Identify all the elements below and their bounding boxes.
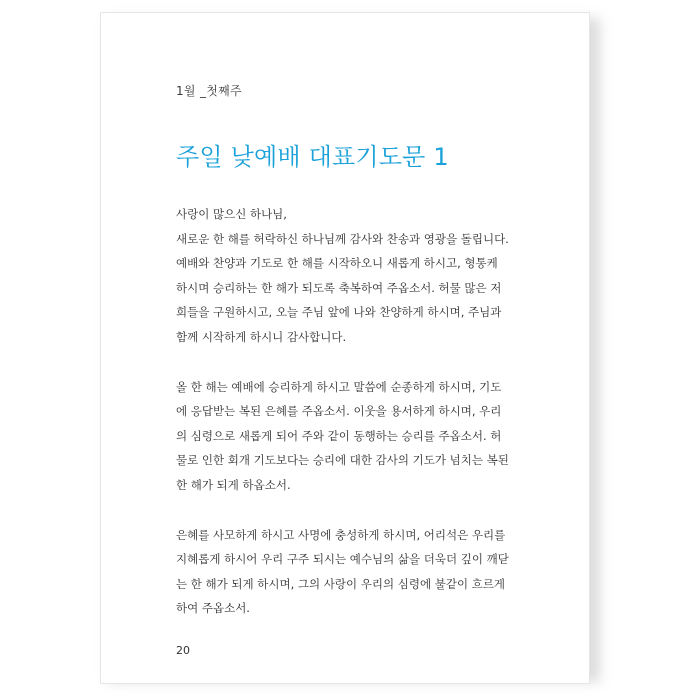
page-title: 주일 낮예배 대표기도문 1	[176, 143, 449, 171]
text-line: 사랑이 많으신 하나님,	[176, 207, 287, 221]
section-label: 1월 _첫째주	[176, 84, 242, 98]
text-line: 희들을 구원하시고, 오늘 주님 앞에 나와 찬양하게 하시며, 주님과	[176, 305, 502, 320]
text-line: 한 해가 되게 하옵소서.	[176, 477, 291, 492]
text-line: 예배와 찬양과 기도로 한 해를 시작하오니 새롭게 하시고, 형통케	[176, 256, 498, 271]
text-line: 하시며 승리하는 한 해가 되도록 축복하여 주옵소서. 허물 많은 저	[176, 280, 502, 295]
text-line: 은혜를 사모하게 하시고 사명에 충성하게 하시며, 어리석은 우리를	[176, 527, 506, 542]
text-line: 지혜롭게 하시어 우리 구주 되시는 예수님의 삶을 더욱더 깊이 깨닫	[176, 552, 509, 567]
text-line: 올 한 해는 예배에 승리하게 하시고 말씀에 순종하게 하시며, 기도	[176, 379, 502, 394]
text-line: 하여 주옵소서.	[176, 601, 250, 616]
text-line: 는 한 해가 되게 하시며, 그의 사랑이 우리의 심령에 불같이 흐르게	[176, 576, 506, 591]
text-line: 물로 인한 회개 기도보다는 승리에 대한 감사의 기도가 넘치는 복된	[176, 453, 509, 468]
paragraph-2	[176, 375, 514, 498]
paragraph-3	[176, 523, 514, 621]
page-number: 20	[176, 644, 190, 657]
prayer-text	[176, 202, 514, 646]
book-page	[100, 12, 590, 684]
text-line: 의 심령으로 새롭게 되어 주와 같이 동행하는 승리를 주옵소서. 허	[176, 428, 502, 443]
text-line: 함께 시작하게 하시니 감사합니다.	[176, 329, 347, 344]
paragraph-1	[176, 202, 514, 350]
text-line: 새로운 한 해를 허락하신 하나님께 감사와 찬송과 영광을 돌립니다.	[176, 231, 509, 246]
text-line: 에 응답받는 복된 은혜를 주옵소서. 이웃을 용서하게 하시며, 우리	[176, 404, 502, 419]
